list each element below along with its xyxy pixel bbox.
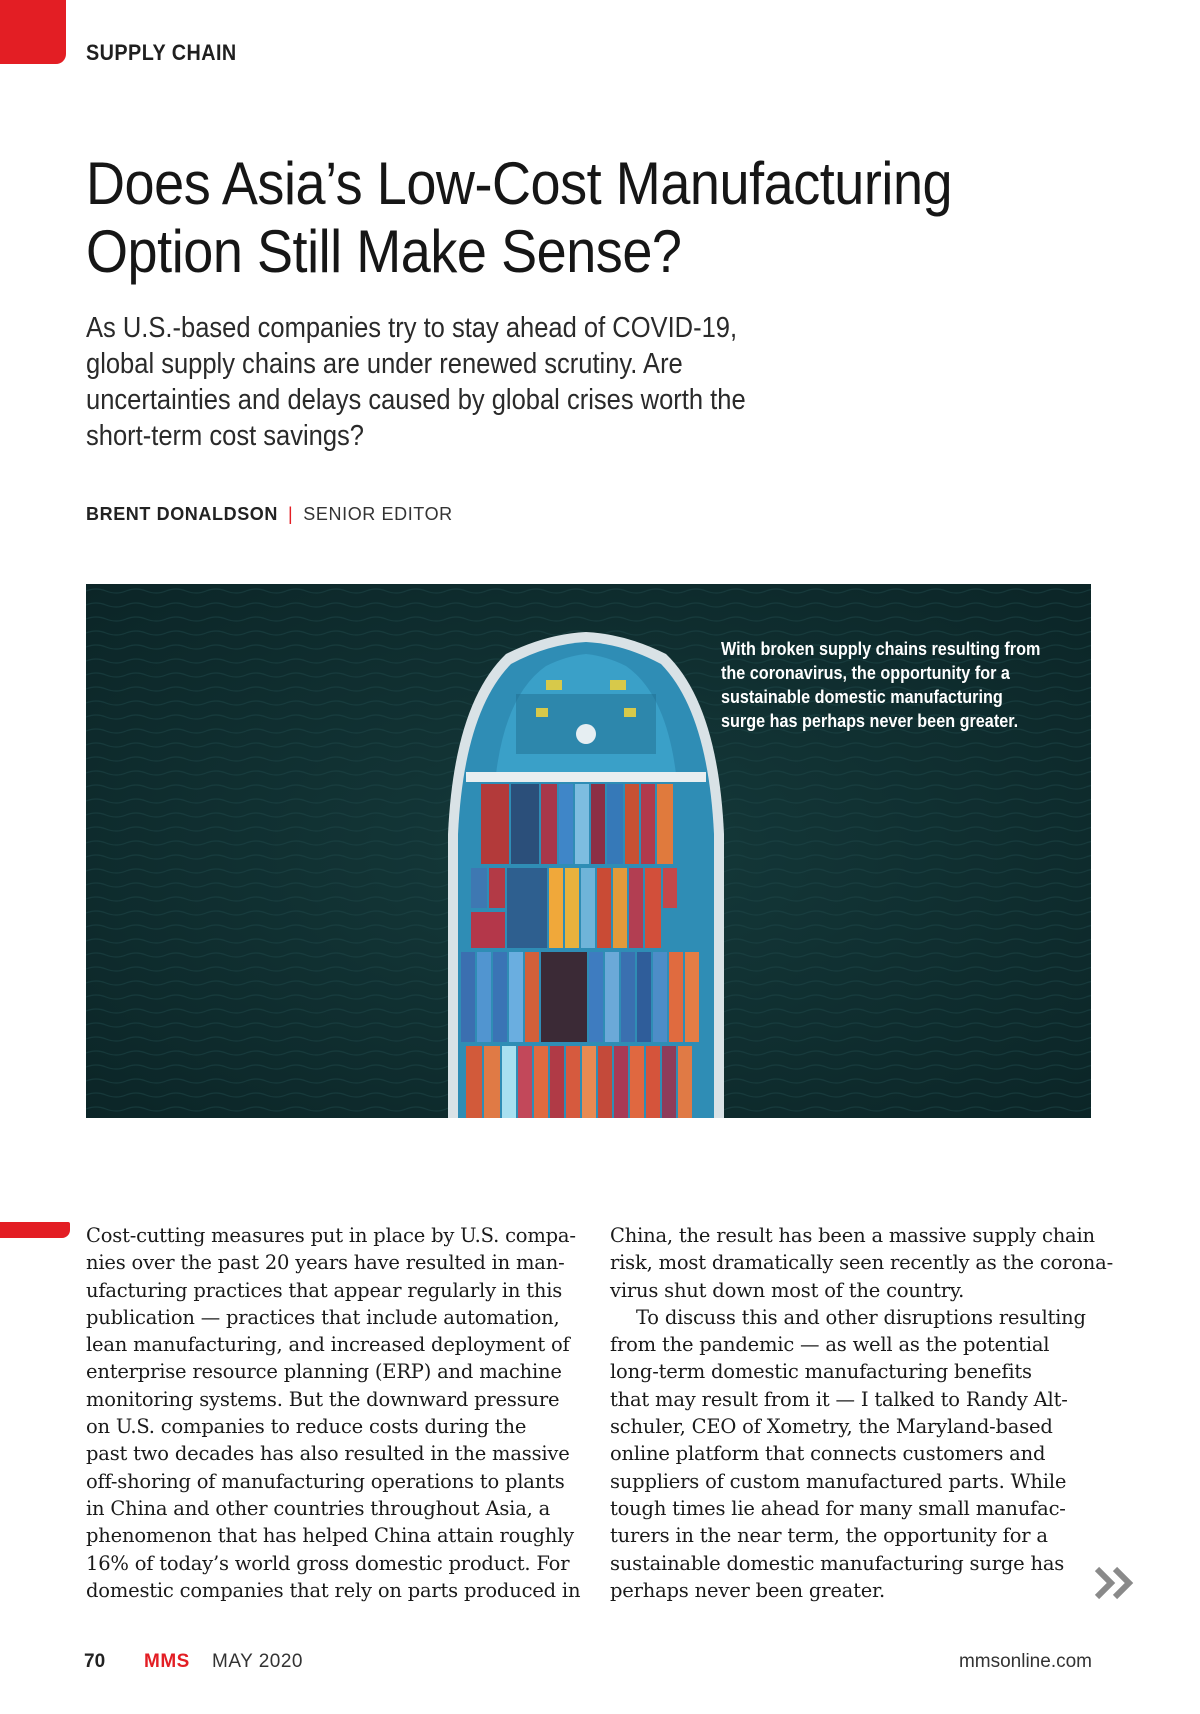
body-line: sustainable domestic manufacturing surge has (610, 1551, 1065, 1575)
issue-date: MAY 2020 (212, 1651, 303, 1672)
body-line: risk, most dramatically seen recently as the corona- (610, 1251, 1113, 1275)
body-line: past two decades has also resulted in the massive (86, 1442, 570, 1466)
body-line: China, the result has been a massive supply chain (610, 1224, 1095, 1247)
body-line: from the pandemic — as well as the potential (610, 1333, 1050, 1357)
body-line: Cost-cutting measures put in place by U.S. compa- (86, 1224, 576, 1247)
section-label: SUPPLY CHAIN (86, 40, 237, 65)
body-line: suppliers of custom manufactured parts. While (610, 1469, 1067, 1493)
magazine-name: MMS (144, 1651, 190, 1672)
body-line: virus shut down most of the country. (610, 1278, 965, 1302)
body-line: enterprise resource planning (ERP) and machine (86, 1360, 562, 1384)
body-line: domestic companies that rely on parts produced in (86, 1578, 581, 1602)
byline (86, 504, 453, 525)
deck: As U.S.-based companies try to stay ahead of COVID-19, global supply chains are under renewed scrutiny. Are uncertainties and delays caused by global crises worth the short-term cost savings? (86, 312, 746, 452)
body-paragraph (610, 1304, 1088, 1604)
byline-separator: | (288, 504, 294, 524)
byline-role: SENIOR EDITOR (303, 504, 453, 524)
body-line: To discuss this and other disruptions resulting (636, 1305, 1086, 1329)
body-column-left (86, 1222, 581, 1604)
body-line: turers in the near term, the opportunity for a (610, 1524, 1048, 1548)
body-line: online platform that connects customers and (610, 1442, 1046, 1466)
double-chevron-right-icon[interactable] (1094, 1565, 1138, 1601)
body-line: that may result from it — I talked to Randy Alt- (610, 1387, 1068, 1411)
website-link[interactable]: mmsonline.com (958, 1651, 1092, 1672)
body-line: lean manufacturing, and increased deployment of (86, 1333, 570, 1357)
page-number: 70 (84, 1651, 106, 1672)
hero-caption: With broken supply chains resulting from the coronavirus, the opportunity for a sustainable domestic manufacturing surge has perhaps never been greater. (721, 639, 1041, 731)
body-start-tab (0, 1222, 70, 1238)
section-corner-tab (0, 0, 66, 64)
byline-author: BRENT DONALDSON (86, 504, 278, 524)
body-line: monitoring systems. But the downward pressure (86, 1387, 560, 1411)
body-line: on U.S. companies to reduce costs during the (86, 1415, 527, 1439)
body-line: 16% of today’s world gross domestic product. For (86, 1551, 570, 1575)
body-paragraph (86, 1222, 581, 1604)
body-line: off-shoring of manufacturing operations to plants (86, 1469, 565, 1493)
body-line: publication — practices that include automation, (86, 1305, 560, 1329)
body-paragraph (610, 1222, 1113, 1304)
body-column-right (610, 1222, 1113, 1604)
body-line: ufacturing practices that appear regularly in this (86, 1278, 563, 1302)
body-line: long-term domestic manufacturing benefits (610, 1360, 1032, 1384)
body-line: phenomenon that has helped China attain roughly (86, 1524, 574, 1548)
body-line: schuler, CEO of Xometry, the Maryland-based (610, 1415, 1053, 1439)
body-line: tough times lie ahead for many small manufac- (610, 1496, 1066, 1520)
body-line: nies over the past 20 years have resulted in man- (86, 1251, 565, 1275)
body-line: perhaps never been greater. (610, 1578, 886, 1602)
body-line: in China and other countries throughout Asia, a (86, 1496, 551, 1520)
headline: Does Asia’s Low-Cost Manufacturing Option Still Make Sense? (86, 150, 953, 285)
